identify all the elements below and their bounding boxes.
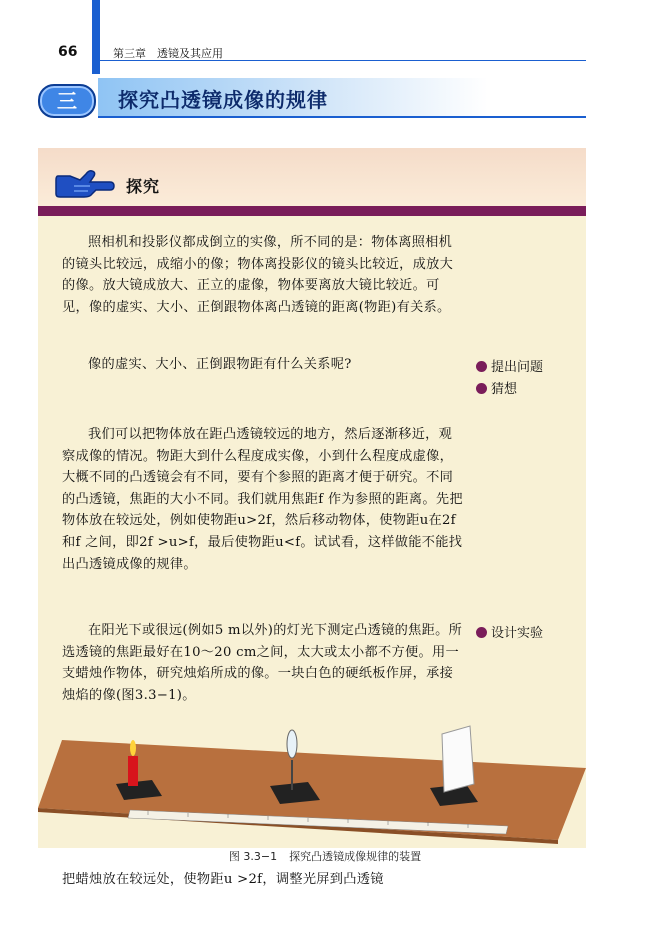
chapter-title: 第三章 透镜及其应用 bbox=[113, 47, 223, 60]
convex-lens bbox=[287, 730, 297, 758]
side-note-guess bbox=[476, 378, 517, 397]
experiment-apparatus-figure bbox=[38, 716, 586, 846]
figure-caption bbox=[0, 848, 650, 864]
section-number-badge bbox=[38, 84, 96, 118]
figure-caption-text: 探究凸透镜成像规律的装置 bbox=[289, 850, 422, 863]
section-number: 三 bbox=[57, 89, 77, 113]
side-note-label: 猜想 bbox=[491, 382, 518, 397]
section-divider bbox=[98, 116, 586, 118]
side-note-ask bbox=[476, 356, 543, 375]
paper-screen bbox=[442, 726, 474, 792]
explore-title: 探究 bbox=[126, 177, 161, 196]
paragraph-setup: 在阳光下或很远(例如5 m以外)的灯光下测定凸透镜的焦距。所选透镜的焦距最好在10～20 cm之间，太大或太小都不方便。用一支蜡烛作物体，研究烛焰所成的像。一块白色的硬纸板作屏，承接烛焰的像(图3.3−1)。 bbox=[62, 623, 463, 703]
section-title: 探究凸透镜成像的规律 bbox=[118, 88, 328, 112]
pointing-hand-icon bbox=[54, 166, 116, 200]
figure-number: 图 3.3−1 bbox=[228, 850, 278, 863]
candle bbox=[128, 756, 138, 786]
side-note-design bbox=[476, 622, 543, 641]
top-accent-bar bbox=[92, 0, 100, 74]
bullet-dot bbox=[476, 383, 487, 394]
candle-flame bbox=[130, 740, 136, 756]
side-note-label: 提出问题 bbox=[491, 360, 544, 375]
bullet-dot bbox=[476, 361, 487, 372]
page-number: 66 bbox=[58, 44, 78, 60]
paragraph-method: 我们可以把物体放在距凸透镜较远的地方，然后逐渐移近，观察成像的情况。物距大到什么程度成实像，小到什么程度成虚像，大概不同的凸透镜会有不同，要有个参照的距离才便于研究。不同的凸透镜，焦距的大小不同。我们就用焦距f 作为参照的距离。先把物体放在较远处，例如使物距u>2f，然后移动物体，使物距u在2f 和f 之间，即2f >u>f，最后使物距u<f。试试看，这样做能不能找出凸透镜成像的规律。 bbox=[62, 427, 463, 572]
header-divider bbox=[100, 60, 586, 61]
bullet-dot bbox=[476, 627, 487, 638]
side-note-label: 设计实验 bbox=[491, 626, 544, 641]
explore-divider bbox=[38, 206, 586, 216]
paragraph-question: 像的虚实、大小、正倒跟物距有什么关系呢? bbox=[88, 357, 352, 372]
paragraph-intro: 照相机和投影仪都成倒立的实像，所不同的是：物体离照相机的镜头比较远，成缩小的像；物体离投影仪的镜头比较近，成放大的像。放大镜成放大、正立的虚像，物体要离放大镜比较近。可见，像的虚实、大小、正倒跟物体离凸透镜的距离(物距)有关系。 bbox=[62, 235, 454, 315]
paragraph-continuation: 把蜡烛放在较远处，使物距u >2f，调整光屏到凸透镜 bbox=[62, 872, 384, 887]
explore-header-band bbox=[38, 148, 586, 206]
